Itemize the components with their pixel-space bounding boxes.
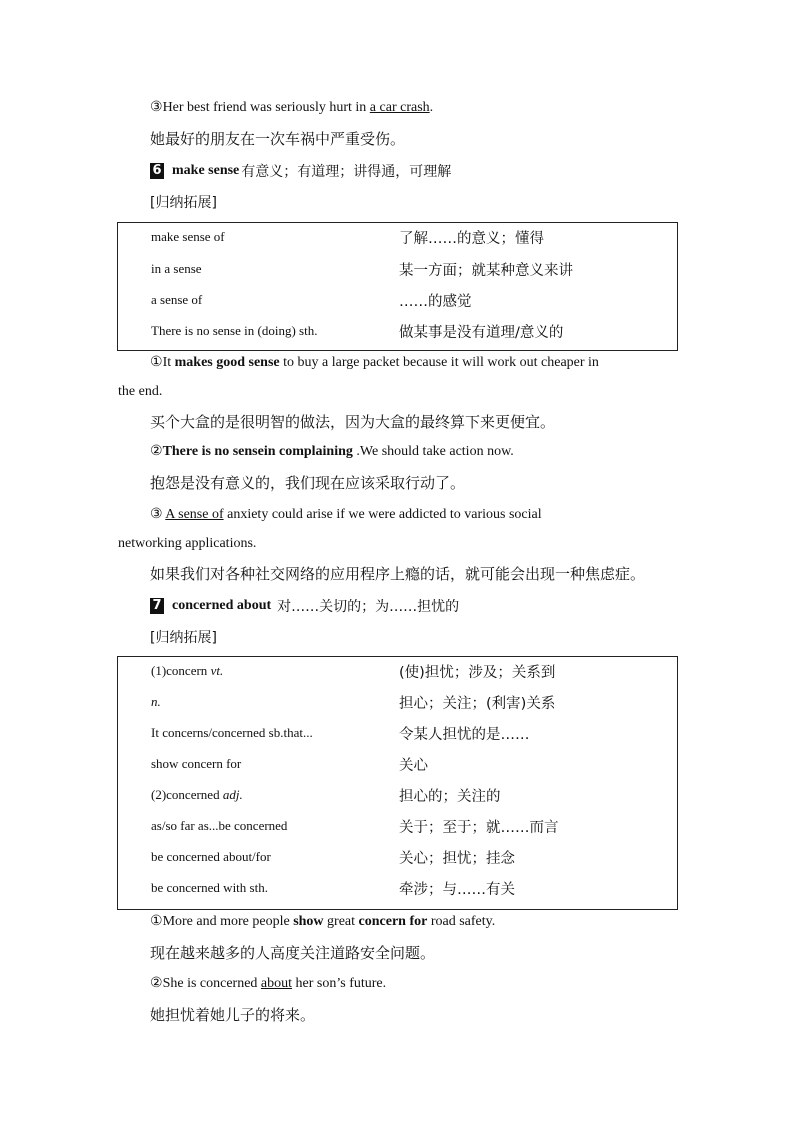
phrase-meaning: 有意义；有道理；讲得通，可理解 (241, 164, 452, 180)
table-row: be concerned with sth. 牵涉；与……有关 (151, 880, 515, 898)
table-row: (2)concerned adj. 担心的；关注的 (151, 787, 501, 805)
example-translation: 她最好的朋友在一次车祸中严重受伤。 (150, 130, 406, 148)
example-sentence: ①It makes good sense to buy a large packet because it will work out cheaper in (150, 355, 599, 370)
table-row: a sense of ……的感觉 (151, 292, 472, 310)
expansion-table (117, 222, 678, 351)
example-translation: 现在越来越多的人高度关注道路安全问题。 (150, 944, 436, 962)
section-heading-7 (150, 596, 459, 616)
phrase-meaning: 对……关切的；为……担忧的 (277, 599, 460, 615)
example-translation: 买个大盒的是很明智的做法，因为大盒的最终算下来更便宜。 (150, 413, 556, 431)
example-number: ③ (150, 100, 163, 115)
example-sentence: ①More and more people show great concern for road safety. (150, 914, 496, 929)
phrase-title: make sense (172, 163, 240, 178)
example-sentence: ②There is no sensein complaining .We should take action now. (150, 444, 514, 459)
example-sentence: ③Her best friend was seriously hurt in a car crash. (150, 100, 434, 115)
expansion-tag: [归纳拓展] (150, 630, 217, 646)
example-translation: 如果我们对各种社交网络的应用程序上瘾的话，就可能会出现一种焦虑症。 (150, 565, 646, 583)
example-translation: 她担忧着她儿子的将来。 (150, 1006, 316, 1024)
expansion-table (117, 656, 678, 910)
table-row: (1)concern vt. (使)担忧；涉及；关系到 (151, 663, 556, 681)
section-heading-6 (150, 161, 451, 181)
underlined-phrase: about (260, 976, 293, 991)
phrase-title: concerned about (172, 598, 272, 613)
table-row: make sense of 了解……的意义；懂得 (151, 229, 544, 247)
table-row: There is no sense in (doing) sth. 做某事是没有道理/意义的 (151, 323, 564, 341)
example-sentence: ②She is concerned about her son’s future. (150, 976, 387, 991)
table-row: It concerns/concerned sb.that... 令某人担忧的是…… (151, 725, 530, 743)
underlined-phrase: a car crash (369, 100, 430, 115)
expansion-tag: [归纳拓展] (150, 195, 217, 211)
example-continuation: networking applications. (118, 536, 257, 551)
table-row: as/so far as...be concerned 关于；至于；就……而言 (151, 818, 559, 836)
table-row: be concerned about/for 关心；担忧；挂念 (151, 849, 515, 867)
example-sentence: ③ A sense of anxiety could arise if we were addicted to various social (150, 507, 542, 522)
table-row: show concern for 关心 (151, 756, 428, 774)
section-number-badge: 6 (150, 163, 164, 179)
section-number-badge: 7 (150, 598, 164, 614)
table-row: in a sense 某一方面；就某种意义来讲 (151, 261, 573, 279)
example-translation: 抱怨是没有意义的，我们现在应该采取行动了。 (150, 474, 466, 492)
underlined-phrase: A sense of (165, 507, 224, 522)
example-continuation: the end. (118, 384, 163, 399)
table-row: n. 担心；关注；(利害)关系 (151, 694, 556, 712)
